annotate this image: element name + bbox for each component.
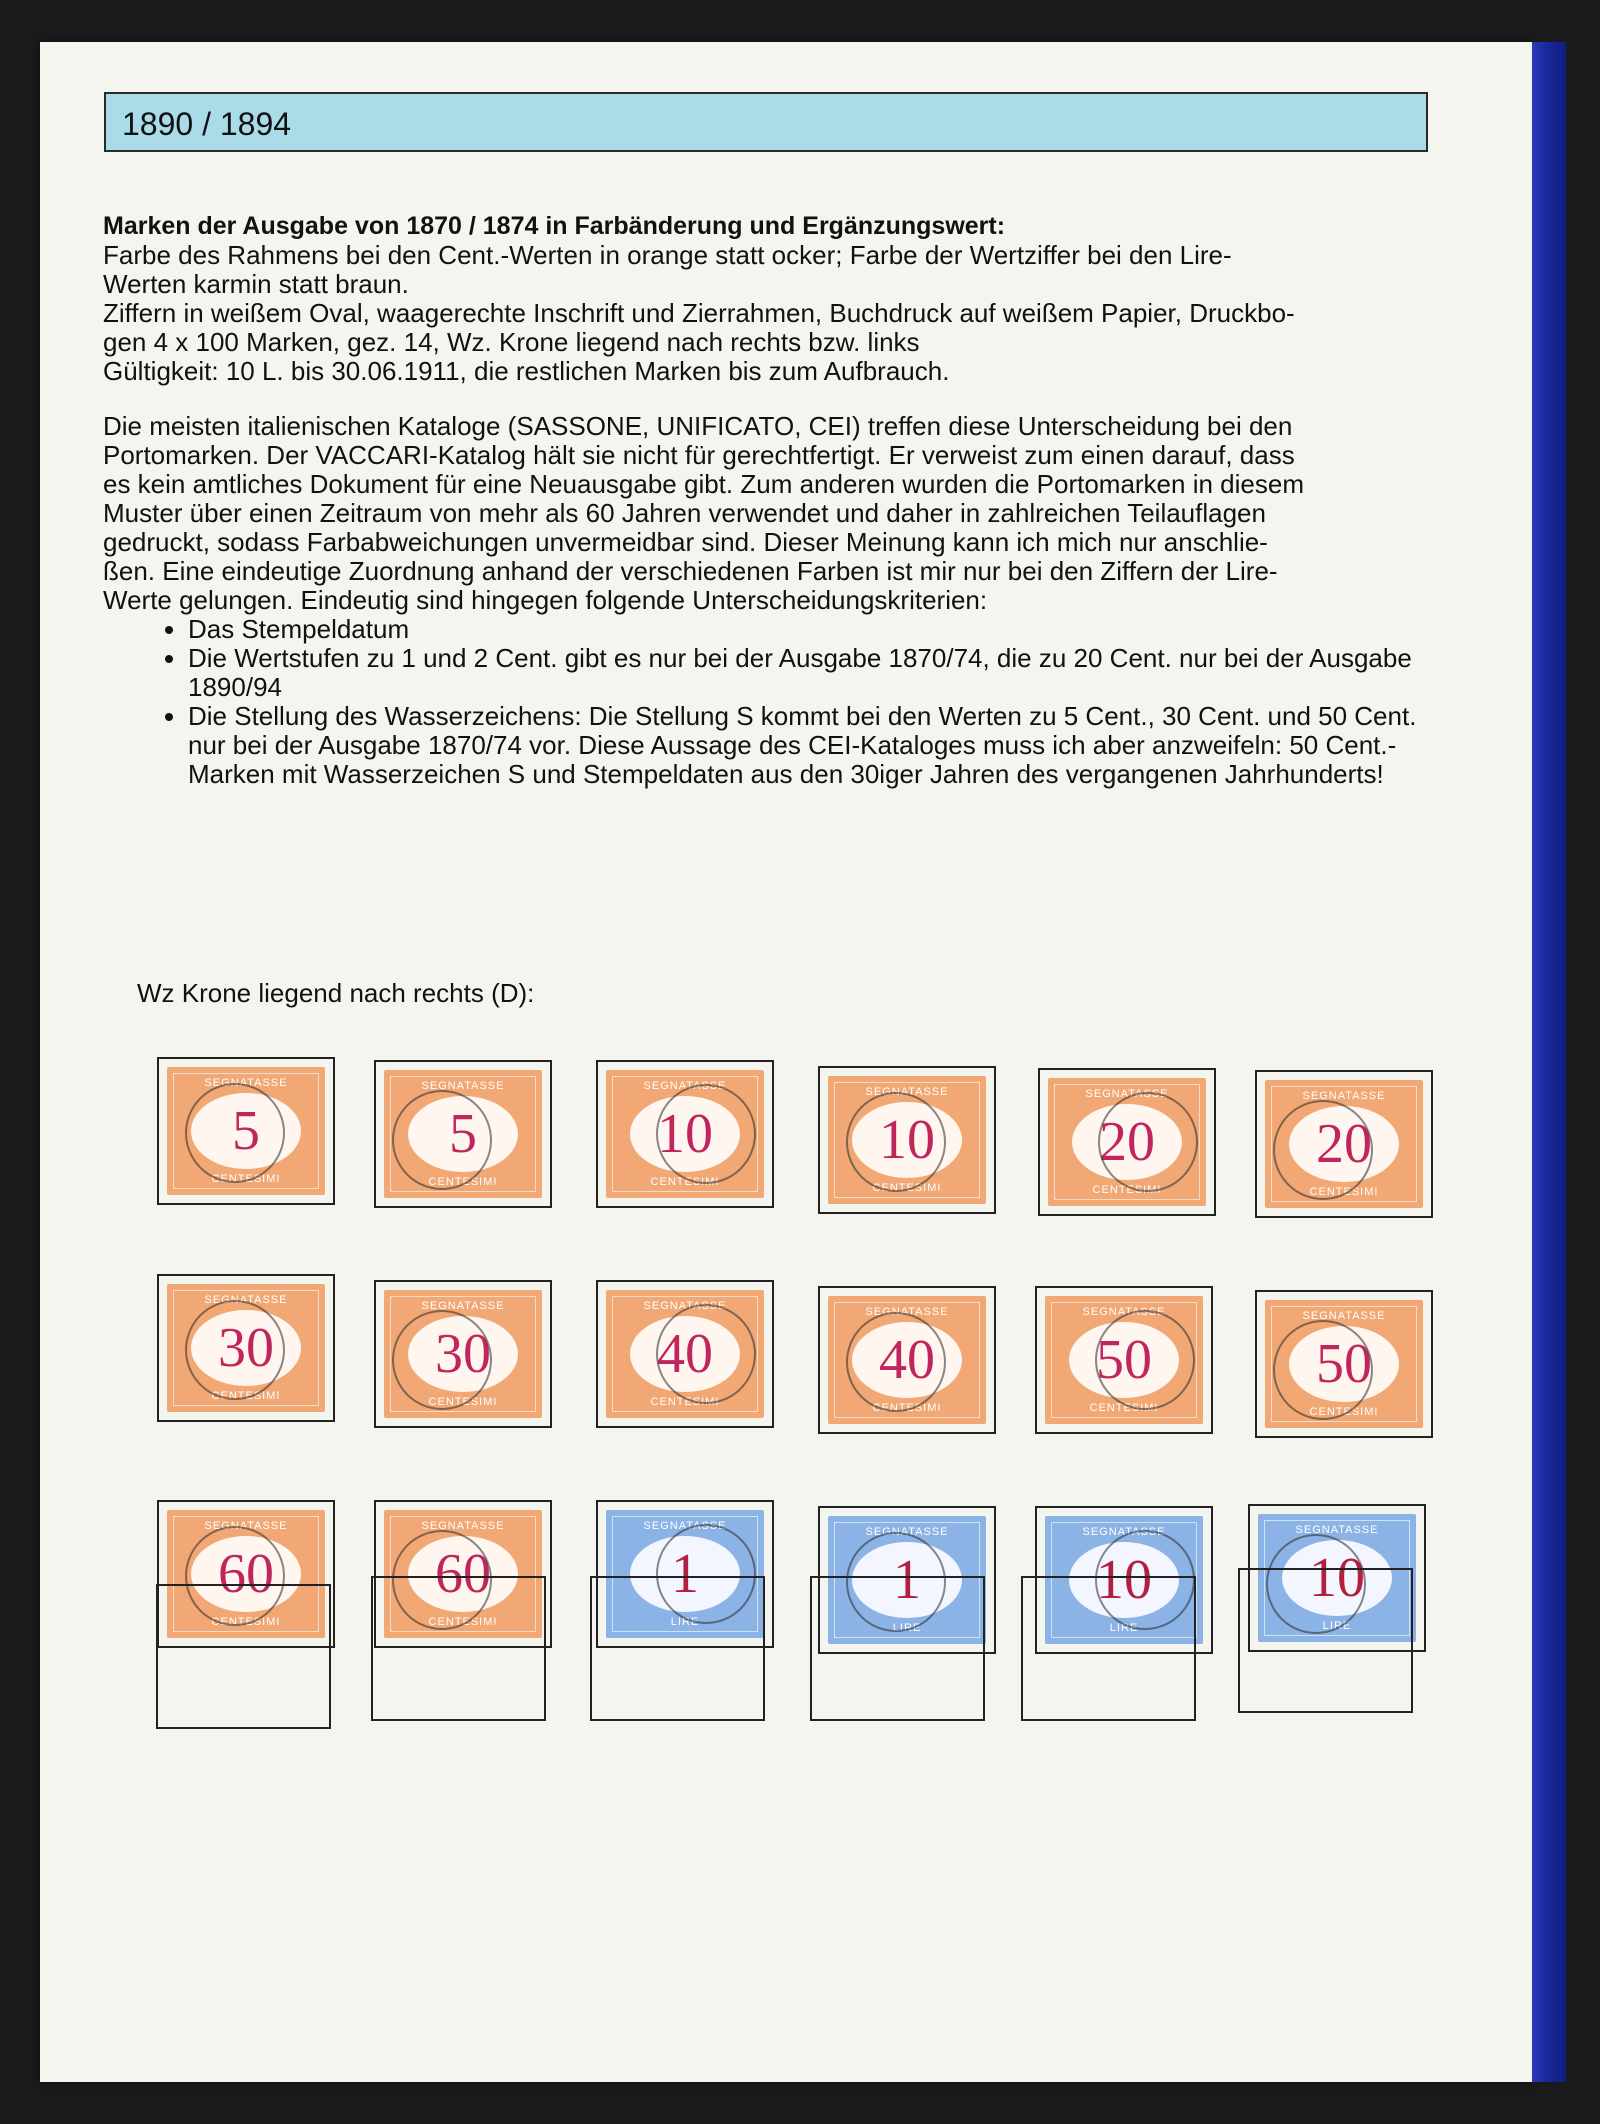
empty-stamp-slot [590,1576,765,1721]
stamp-unit-label: CENTESIMI [1089,1402,1159,1414]
postage-due-stamp [1045,1296,1203,1424]
stamp-slot [1255,1070,1433,1218]
stamp-top-label: SEGNATASSE [643,1520,727,1532]
postmark-cancel [185,1083,285,1183]
intro-line: gen 4 x 100 Marken, gez. 14, Wz. Krone liegend nach rechts bzw. links [103,327,920,357]
postage-due-stamp [606,1070,764,1198]
stamp-top-label: SEGNATASSE [421,1520,505,1532]
page-header-bar [104,92,1428,152]
stamp-value: 10 [1096,1549,1152,1611]
intro-line: Gültigkeit: 10 L. bis 30.06.1911, die restlichen Marken bis zum Aufbrauch. [103,356,950,386]
postage-due-stamp [606,1290,764,1418]
stamp-unit-label: CENTESIMI [872,1182,942,1194]
list-item: • Die Wertstufen zu 1 und 2 Cent. gibt es nur bei der Ausgabe 1870/74, die zu 20 Cent. nur bei der Ausgabe 1890/94 [188,644,1439,702]
stamp-unit-label: CENTESIMI [1309,1406,1379,1418]
stamp-slot [596,1280,774,1428]
stamp-value: 40 [879,1329,935,1391]
list-item: • Die Stellung des Wasserzeichens: Die Stellung S kommt bei den Werten zu 5 Cent., 30 Cent. und 50 Cent. nur bei der Ausgabe 1870/74 vor. Diese Aussage des CEI-Kataloges muss ich aber anzweifeln: 50 Cent.-Marken mit Wasserzeichen S und Stempeldaten aus den 30iger Jahren des vergangenen Jahrhunderts! [188,702,1439,789]
postmark-cancel [656,1304,756,1404]
intro-line: Werten karmin statt braun. [103,269,409,299]
stamp-value: 50 [1096,1329,1152,1391]
stamp-unit-label: CENTESIMI [650,1396,720,1408]
empty-stamp-slot [810,1576,985,1721]
stamp-unit-label: CENTESIMI [211,1390,281,1402]
stamp-top-label: SEGNATASSE [643,1080,727,1092]
stamp-unit-label: CENTESIMI [1092,1184,1162,1196]
stamp-unit-label: CENTESIMI [650,1176,720,1188]
stamp-value: 30 [435,1323,491,1385]
watermark-label: Wz Krone liegend nach rechts (D): [137,978,535,1008]
stamp-value: 1 [893,1549,921,1611]
stamp-top-label: SEGNATASSE [1082,1526,1166,1538]
discussion-line: ßen. Eine eindeutige Zuordnung anhand der verschiedenen Farben ist mir nur bei den Ziffern der Lire- [103,556,1278,586]
stamp-value: 10 [879,1109,935,1171]
discussion-line: gedruckt, sodass Farbabweichungen unvermeidbar sind. Dieser Meinung kann ich mich nur anschlie- [103,527,1268,557]
criteria-list [103,615,1439,789]
stamp-value: 10 [1309,1547,1365,1609]
stamp-unit-label: LIRE [1109,1622,1139,1634]
postage-due-stamp [828,1076,986,1204]
stamp-slot [157,1274,335,1422]
stamp-top-label: SEGNATASSE [204,1520,288,1532]
postage-due-stamp [167,1284,325,1412]
postmark-cancel [1273,1320,1373,1420]
postage-due-stamp [1265,1080,1423,1208]
discussion-line: Portomarken. Der VACCARI-Katalog hält sie nicht für gerechtfertigt. Er verweist zum einen darauf, dass [103,440,1295,470]
stamp-value: 50 [1316,1333,1372,1395]
postmark-cancel [185,1300,285,1400]
empty-stamp-slot [1021,1576,1196,1721]
stamp-unit-label: CENTESIMI [428,1176,498,1188]
postage-due-stamp [1048,1078,1206,1206]
stamp-top-label: SEGNATASSE [865,1306,949,1318]
stamp-slot [1038,1068,1216,1216]
description-text [103,212,1439,789]
binder-edge [1532,42,1566,2082]
postmark-cancel [392,1090,492,1190]
stamp-value: 5 [449,1103,477,1165]
stamp-top-label: SEGNATASSE [1082,1306,1166,1318]
stamp-top-label: SEGNATASSE [865,1526,949,1538]
discussion-line: es kein amtliches Dokument für eine Neuausgabe gibt. Zum anderen wurden die Portomarken in diesem [103,469,1304,499]
stamp-top-label: SEGNATASSE [421,1080,505,1092]
stamp-unit-label: LIRE [670,1616,700,1628]
stamp-value: 20 [1316,1113,1372,1175]
stamp-top-label: SEGNATASSE [865,1086,949,1098]
discussion-line: Muster über einen Zeitraum von mehr als 60 Jahren verwendet und daher in zahlreichen Teilauflagen [103,498,1266,528]
stamp-top-label: SEGNATASSE [1302,1310,1386,1322]
postmark-cancel [846,1092,946,1192]
stamp-top-label: SEGNATASSE [1302,1090,1386,1102]
stamp-value: 1 [671,1543,699,1605]
stamp-value: 5 [232,1100,260,1162]
stamp-unit-label: CENTESIMI [872,1402,942,1414]
postage-due-stamp [167,1067,325,1195]
page-title: 1890 / 1894 [122,106,292,142]
empty-stamp-slot [371,1576,546,1721]
stamp-top-label: SEGNATASSE [1085,1088,1169,1100]
discussion-line: Die meisten italienischen Kataloge (SASSONE, UNIFICATO, CEI) treffen diese Unterscheidung bei den [103,411,1293,441]
stamp-top-label: SEGNATASSE [1295,1524,1379,1536]
stamp-unit-label: LIRE [892,1622,922,1634]
postmark-cancel [1098,1092,1198,1192]
stamp-value: 10 [657,1103,713,1165]
discussion-line: Werte gelungen. Eindeutig sind hingegen folgende Unterscheidungskriterien: [103,585,988,615]
stamp-top-label: SEGNATASSE [204,1077,288,1089]
stamp-slot [818,1066,996,1214]
empty-stamp-slot [1238,1568,1413,1713]
stamp-slot [596,1060,774,1208]
postmark-cancel [1095,1310,1195,1410]
postage-due-stamp [384,1290,542,1418]
stamp-unit-label: CENTESIMI [428,1616,498,1628]
stamp-slot [157,1057,335,1205]
intro-line: Ziffern in weißem Oval, waagerechte Inschrift und Zierrahmen, Buchdruck auf weißem Papier, Druckbo- [103,298,1295,328]
stamp-slot [374,1280,552,1428]
list-item: • Das Stempeldatum [188,615,1439,644]
stamp-top-label: SEGNATASSE [204,1294,288,1306]
postmark-cancel [656,1084,756,1184]
stamp-top-label: SEGNATASSE [421,1300,505,1312]
stamp-unit-label: CENTESIMI [211,1616,281,1628]
stamp-slot [818,1286,996,1434]
stamp-unit-label: LIRE [1322,1620,1352,1632]
stamp-value: 30 [218,1317,274,1379]
stamp-top-label: SEGNATASSE [643,1300,727,1312]
stamp-slot [1255,1290,1433,1438]
stamp-value: 60 [435,1543,491,1605]
stamp-unit-label: CENTESIMI [428,1396,498,1408]
stamp-value: 40 [657,1323,713,1385]
intro-heading: Marken der Ausgabe von 1870 / 1874 in Farbänderung und Ergänzungswert: [103,212,1006,240]
postage-due-stamp [828,1296,986,1424]
postmark-cancel [392,1310,492,1410]
stamp-slot [1035,1286,1213,1434]
postmark-cancel [1273,1100,1373,1200]
stamp-unit-label: CENTESIMI [211,1173,281,1185]
stamp-value: 20 [1099,1111,1155,1173]
postmark-cancel [846,1312,946,1412]
intro-line: Farbe des Rahmens bei den Cent.-Werten in orange statt ocker; Farbe der Wertziffer bei den Lire- [103,240,1232,270]
postage-due-stamp [384,1070,542,1198]
stamp-value: 60 [218,1543,274,1605]
stamp-slot [374,1060,552,1208]
postage-due-stamp [1265,1300,1423,1428]
stamp-unit-label: CENTESIMI [1309,1186,1379,1198]
empty-stamp-slot [156,1584,331,1729]
